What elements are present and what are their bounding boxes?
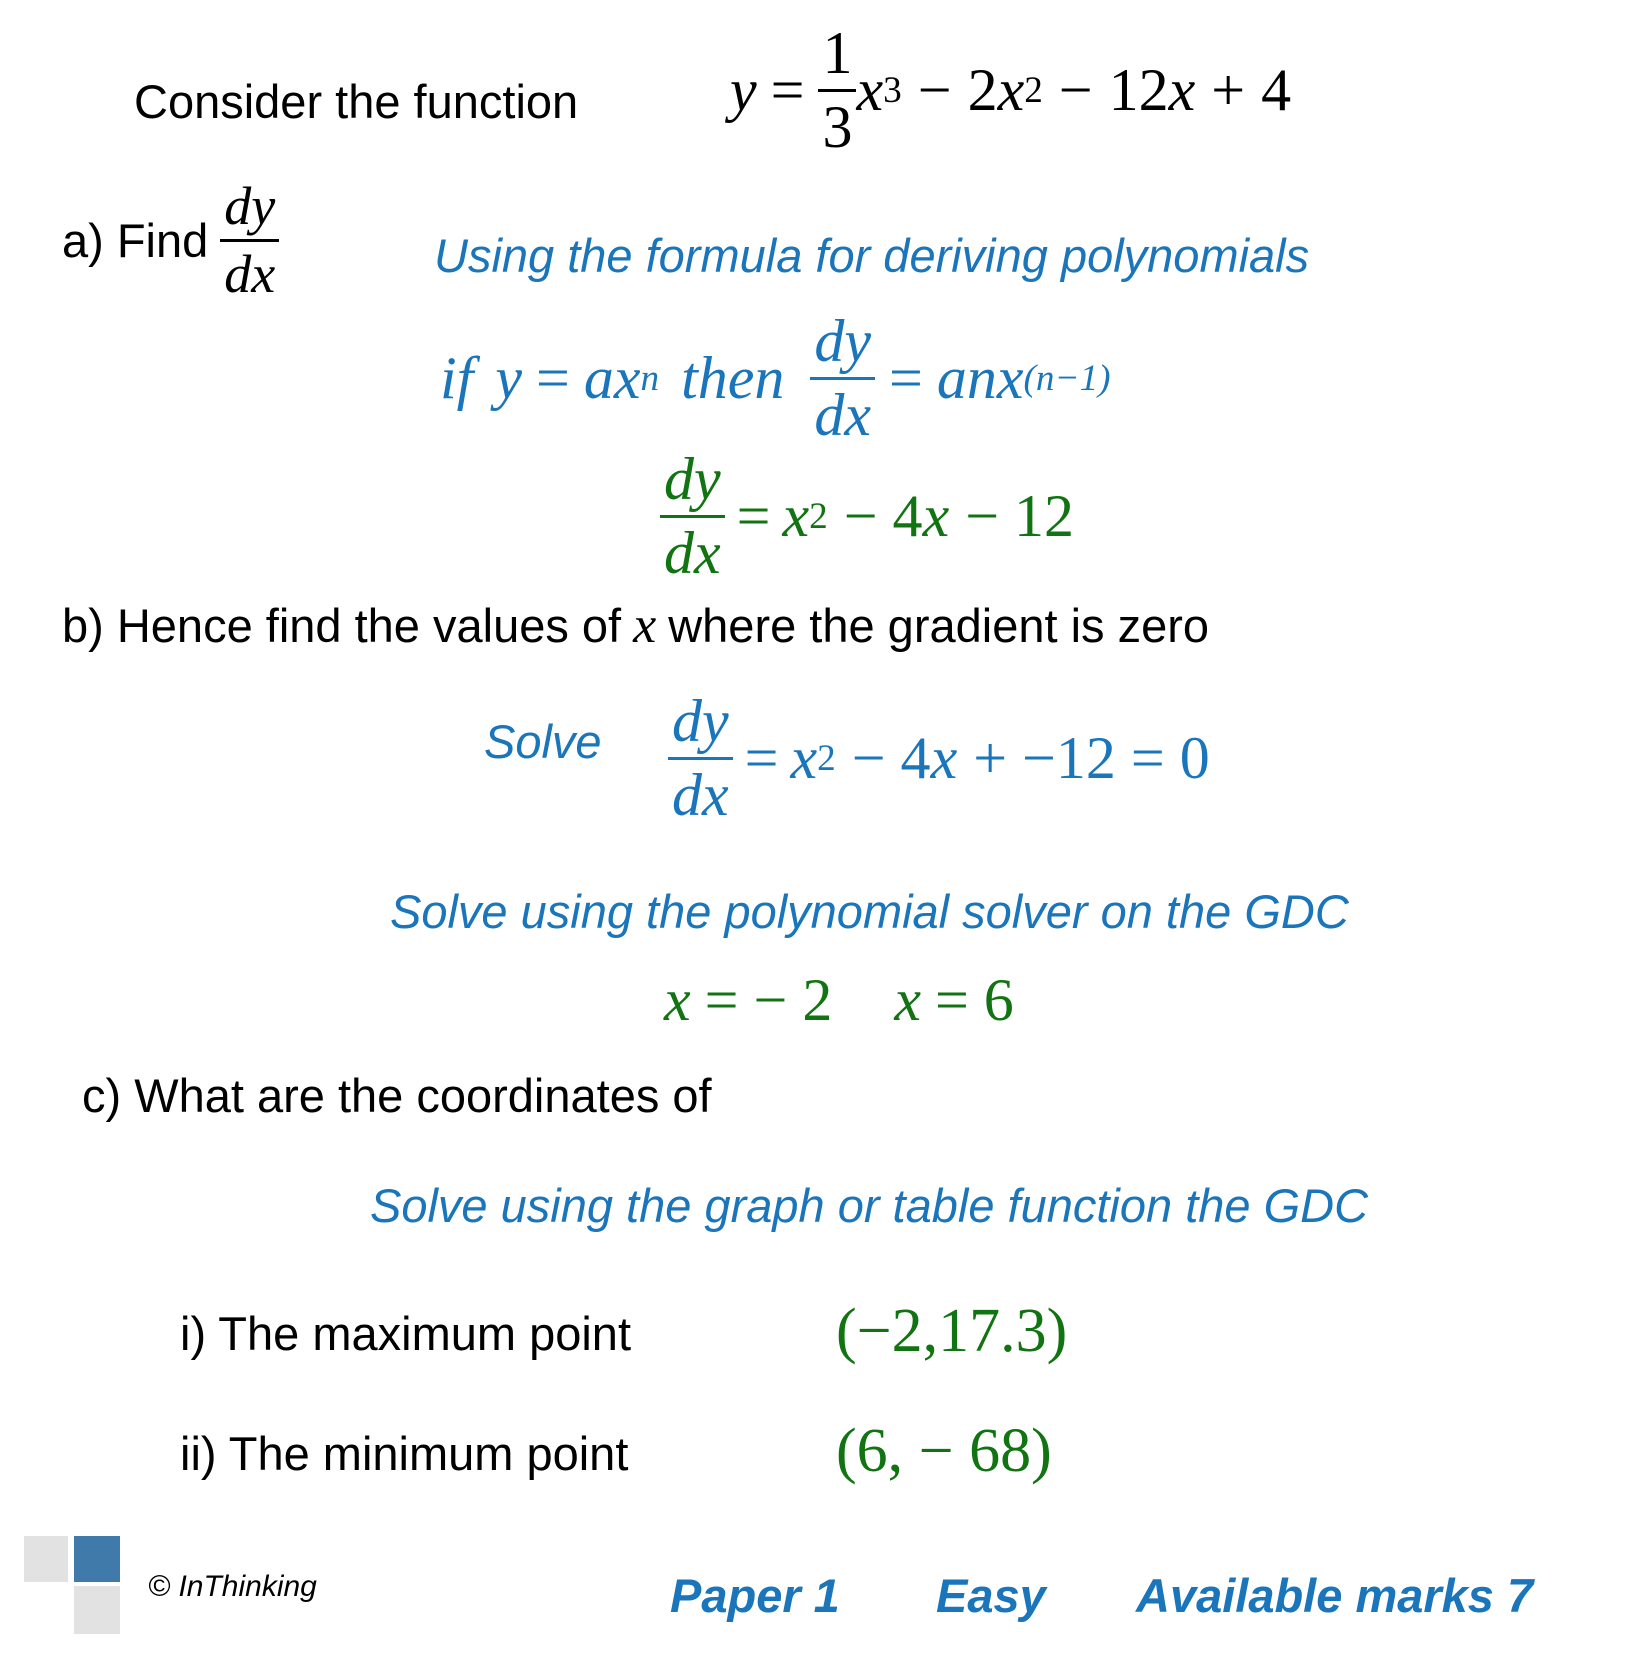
fraction-bar	[220, 239, 279, 242]
function-coefficient-fraction	[818, 22, 856, 159]
answer-dx: dx	[664, 520, 721, 586]
part-c-hint: Solve using the graph or table function the GDC	[370, 1179, 1369, 1232]
max-point-label: i) The maximum point	[180, 1307, 631, 1360]
rule-then: then	[681, 345, 785, 411]
part-a-prompt	[62, 178, 279, 302]
rule-if: if	[440, 345, 474, 411]
solution1-value: = − 2	[704, 967, 833, 1033]
min-point-answer: (6, − 68)	[836, 1417, 1052, 1485]
intro-label: Consider the function	[134, 75, 579, 128]
fraction-bar	[668, 757, 733, 760]
term2-base: x	[997, 57, 1025, 123]
minus-sign: −	[1058, 57, 1093, 123]
answer-minus-12: − 12	[965, 483, 1075, 549]
b-dy-dx	[668, 690, 733, 827]
difficulty-label: Easy	[936, 1569, 1046, 1622]
b-x: x	[790, 725, 818, 791]
dx-denominator: dx	[224, 243, 276, 304]
part-c-prompt: c) What are the coordinates of	[82, 1069, 712, 1122]
part-a-hint: Using the formula for deriving polynomials	[434, 229, 1310, 282]
answer-x: x	[782, 483, 810, 549]
term2-coef: 2	[967, 57, 998, 123]
answer-x2: x	[922, 483, 950, 549]
b-minus-4: − 4	[851, 725, 931, 791]
term1-base: x	[856, 57, 884, 123]
answer-eq: =	[736, 483, 771, 549]
minus-sign: −	[917, 57, 952, 123]
power-rule-formula: if y = a x n then $\frac{dy}{dx}$ = an x (n−1)	[440, 308, 1111, 448]
part-b-text-start: b) Hence find the values of	[62, 599, 622, 652]
answer-dy-dx	[660, 448, 725, 585]
solve-label: Solve	[484, 715, 602, 768]
coef-denominator: 3	[822, 94, 853, 160]
b-dx: dx	[672, 762, 729, 828]
dy-numerator: dy	[224, 176, 276, 236]
part-a-label: a) Find	[62, 213, 209, 267]
rule-dy: dy	[814, 308, 872, 374]
part-a-answer: $\frac{dy}{dx}$ = x 2 − 4 x − 12	[660, 448, 1074, 585]
available-marks: Available marks 7	[1136, 1569, 1534, 1622]
rule-an: an	[936, 345, 997, 411]
fraction-bar	[810, 377, 875, 380]
term3-coef: 12	[1108, 57, 1169, 123]
b-dy: dy	[672, 688, 729, 754]
function-equation: y = $\frac{1}{3}$ x 3 − 2 x 2 − 12 x + 4	[730, 20, 1292, 160]
logo-square-grey-left	[24, 1536, 68, 1582]
part-b-text-end: where the gradient is zero	[668, 599, 1210, 652]
b-x2: x	[930, 725, 958, 791]
rule-x: x	[613, 345, 641, 411]
rule-rhs-x: x	[996, 345, 1024, 411]
rule-eq2: =	[889, 345, 923, 411]
solution1-var: x	[664, 967, 691, 1033]
part-b-equation: $\frac{dy}{dx}$ = x 2 − 4 x + −12 = 0	[668, 690, 1210, 827]
rule-dx: dx	[814, 382, 872, 448]
logo-square-grey-bottom	[74, 1586, 120, 1634]
term3-base: x	[1168, 57, 1196, 123]
function-lhs: y	[730, 57, 757, 123]
logo-square-blue	[74, 1536, 120, 1582]
min-point-label: ii) The minimum point	[180, 1427, 629, 1480]
fraction-bar	[660, 515, 725, 518]
answer-dy: dy	[664, 446, 721, 512]
part-b-solutions	[664, 966, 1014, 1035]
part-b-variable: x	[633, 597, 657, 654]
plus-sign: +	[1211, 57, 1246, 123]
max-point-answer: (−2,17.3)	[836, 1297, 1068, 1365]
part-b-hint: Solve using the polynomial solver on the GDC	[390, 885, 1349, 938]
b-rest: + −12 = 0	[973, 725, 1210, 791]
rule-y: y	[495, 345, 522, 411]
b-eq: =	[744, 725, 779, 791]
fraction-bar	[818, 89, 856, 92]
copyright: © InThinking	[148, 1570, 317, 1603]
rule-eq: =	[535, 345, 570, 411]
answer-minus-4: − 4	[843, 483, 923, 549]
dy-dx-fraction	[220, 178, 279, 302]
rule-dy-dx	[810, 310, 875, 447]
coef-numerator: 1	[822, 20, 853, 86]
function-eq-sign: =	[770, 57, 805, 123]
solution2-var: x	[894, 967, 921, 1033]
term4-constant: 4	[1261, 57, 1292, 123]
rule-a: a	[583, 345, 614, 411]
part-b-prompt	[62, 596, 1209, 655]
paper-label: Paper 1	[670, 1569, 840, 1622]
solution2-value: = 6	[934, 967, 1014, 1033]
